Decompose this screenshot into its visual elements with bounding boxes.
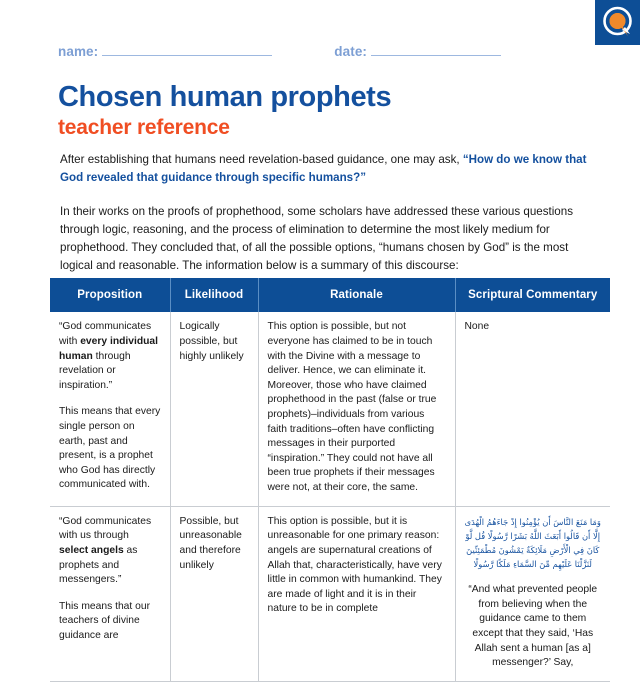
cell-rationale: This option is possible, but not everyone has claimed to be in touch with the Divine with a message to deliver. Hence, we can eliminate it. Moreover, those who have claimed prophethood in the past (false or true prophets)–individuals from various faith traditions–often have conflicting messages in their purported “inspiration.” They could not have all been true prophets if their messages were not, at their core, the same.: [258, 312, 455, 506]
table-row: [50, 506, 610, 681]
proposition-emphasis: select angels: [59, 544, 124, 556]
date-input[interactable]: [371, 44, 501, 56]
proposition-emphasis: every individual human: [59, 335, 159, 362]
proposition-explanation: This means that our teachers of divine guidance are: [59, 600, 150, 641]
proposition-quote-part-b: as prophets and messengers.”: [59, 544, 138, 586]
cell-scriptural-commentary: [455, 312, 610, 506]
intro-lead: After establishing that humans need revelation-based guidance, one may ask,: [60, 153, 463, 166]
proposition-quote: [59, 320, 161, 393]
cell-proposition: [50, 506, 170, 681]
intro-text: [60, 151, 588, 275]
intro-paragraph-2: In their works on the proofs of prophethood, some scholars have addressed these various questions through logic, reasoning, and the process of elimination to determine the most likely medium for prophethood. They concluded that, of all the possible options, “humans chosen by God” is the most logical and reasonable. The information below is a summary of this discourse:: [60, 204, 574, 272]
cell-likelihood: Logically possible, but highly unlikely: [170, 312, 258, 506]
proposition-quote-part-a: “God communicates with: [59, 321, 152, 347]
proposition-quote-part-a: “God communicates with us through: [59, 515, 152, 542]
name-input[interactable]: [102, 44, 272, 56]
intro-paragraph-1: [60, 151, 588, 187]
proposition-explanation: This means that every single person on earth, past and present, is a prophet who God has directly communicated with.: [59, 406, 161, 491]
proposition-quote: [59, 515, 161, 588]
propositions-table: [50, 278, 610, 682]
name-label: name:: [58, 44, 99, 59]
page-title: Chosen human prophets: [58, 81, 392, 113]
table-row: [50, 312, 610, 506]
table-header-row: [50, 278, 610, 312]
scriptural-arabic: وَمَا مَنَعَ النَّاسَ أَن يُؤْمِنُوا إِذْ جَاءَهُمُ الْهُدَى إِلَّا أَن قَالُوا أَبَعَثَ اللَّهُ بَشَرًا رَّسُولًا قُل لَّوْ كَانَ فِي الْأَرْضِ مَلَائِكَةٌ يَمْشُونَ مُطْمَئِنِّينَ لَنَزَّلْنَا عَلَيْهِم مِّنَ السَّمَاءِ مَلَكًا رَّسُولًا: [464, 516, 601, 569]
column-header-likelihood: Likelihood: [170, 278, 258, 312]
scriptural-text: None: [464, 321, 490, 333]
proposition-quote-part-b: through revelation or inspiration.”: [59, 350, 131, 391]
date-label: date:: [334, 44, 368, 59]
column-header-proposition: Proposition: [50, 278, 170, 312]
column-header-rationale: Rationale: [258, 278, 455, 312]
scriptural-text: “And what prevented people from believing when the guidance came to them except that they said, ‘Has Allah sent a human [as a] messenger?’ Say,: [468, 584, 598, 669]
name-date-row: [58, 44, 580, 59]
intro-question: “How do we know that God revealed that guidance through specific humans?”: [60, 153, 587, 184]
cell-likelihood: Possible, but unreasonable and therefore unlikely: [170, 506, 258, 681]
cell-proposition: [50, 312, 170, 506]
column-header-scriptural-commentary: Scriptural Commentary: [455, 278, 610, 312]
brand-logo: [595, 0, 640, 45]
page-subtitle: teacher reference: [58, 116, 230, 139]
cell-scriptural-commentary: [455, 506, 610, 681]
cell-rationale: This option is possible, but it is unreasonable for one primary reason: angels are supernatural creations of Allah that, characteristically, have very little in common with humankind. They are made of light and it is in their nature to be in complete: [258, 506, 455, 681]
